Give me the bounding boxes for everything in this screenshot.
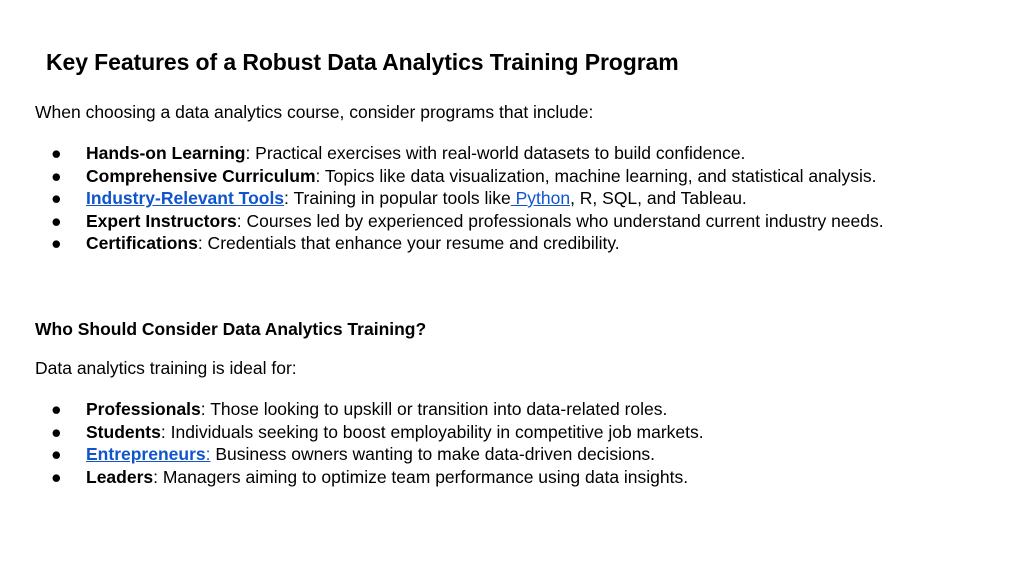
bullet-icon: ● [51, 421, 62, 442]
audience-desc: Business owners wanting to make data-driven decisions. [210, 444, 656, 464]
feature-desc: : Credentials that enhance your resume and credibility. [197, 233, 620, 253]
bullet-icon: ● [51, 444, 62, 464]
feature-term: Comprehensive Curriculum [86, 165, 316, 186]
list-item [0, 421, 1000, 444]
bullet-icon: ● [51, 466, 62, 487]
bullet-icon: ● [51, 210, 62, 231]
bullet-icon: ● [51, 143, 62, 163]
industry-tools-link[interactable]: Industry-Relevant Tools [86, 188, 285, 208]
feature-desc-tail: , R, SQL, and Tableau. [570, 188, 747, 208]
list-item [0, 165, 1000, 188]
list-item [0, 210, 1000, 233]
entrepreneurs-link[interactable]: Entrepreneurs [86, 444, 206, 464]
bullet-icon: ● [51, 233, 62, 253]
features-list [0, 142, 1000, 255]
section-heading: Who Should Consider Data Analytics Training? [35, 319, 427, 339]
feature-desc: : Courses led by experienced professionals who understand current industry needs. [236, 210, 884, 231]
list-item [0, 142, 1000, 165]
feature-term: Expert Instructors [86, 210, 237, 231]
list-item [0, 443, 1000, 466]
audience-desc: : Those looking to upskill or transition into data-related roles. [200, 399, 668, 419]
feature-desc: : Practical exercises with real-world datasets to build confidence. [245, 143, 746, 163]
audience-desc: : Individuals seeking to boost employability in competitive job markets. [160, 421, 704, 442]
list-item [0, 187, 1000, 210]
list-item [0, 232, 1000, 255]
entrepreneurs-colon-link[interactable]: : [205, 444, 211, 464]
audience-term: Professionals [86, 399, 201, 419]
bullet-icon: ● [51, 399, 62, 419]
audience-term: Students [86, 421, 161, 442]
bullet-icon: ● [51, 188, 62, 208]
feature-term: Hands-on Learning [86, 143, 246, 163]
audience-desc: : Managers aiming to optimize team performance using data insights. [153, 466, 689, 487]
feature-desc: : Topics like data visualization, machine learning, and statistical analysis. [315, 165, 877, 186]
list-item [0, 398, 1000, 421]
feature-desc: : Training in popular tools like [284, 188, 511, 208]
feature-term: Certifications [86, 233, 198, 253]
audience-list [0, 398, 1000, 488]
page-title: Key Features of a Robust Data Analytics Training Program [46, 49, 679, 75]
python-link[interactable]: Python [510, 188, 571, 208]
bullet-icon: ● [51, 165, 62, 186]
section-intro: Data analytics training is ideal for: [35, 358, 297, 378]
intro-text: When choosing a data analytics course, consider programs that include: [35, 102, 594, 122]
audience-term: Leaders [86, 466, 154, 487]
list-item [0, 466, 1000, 489]
